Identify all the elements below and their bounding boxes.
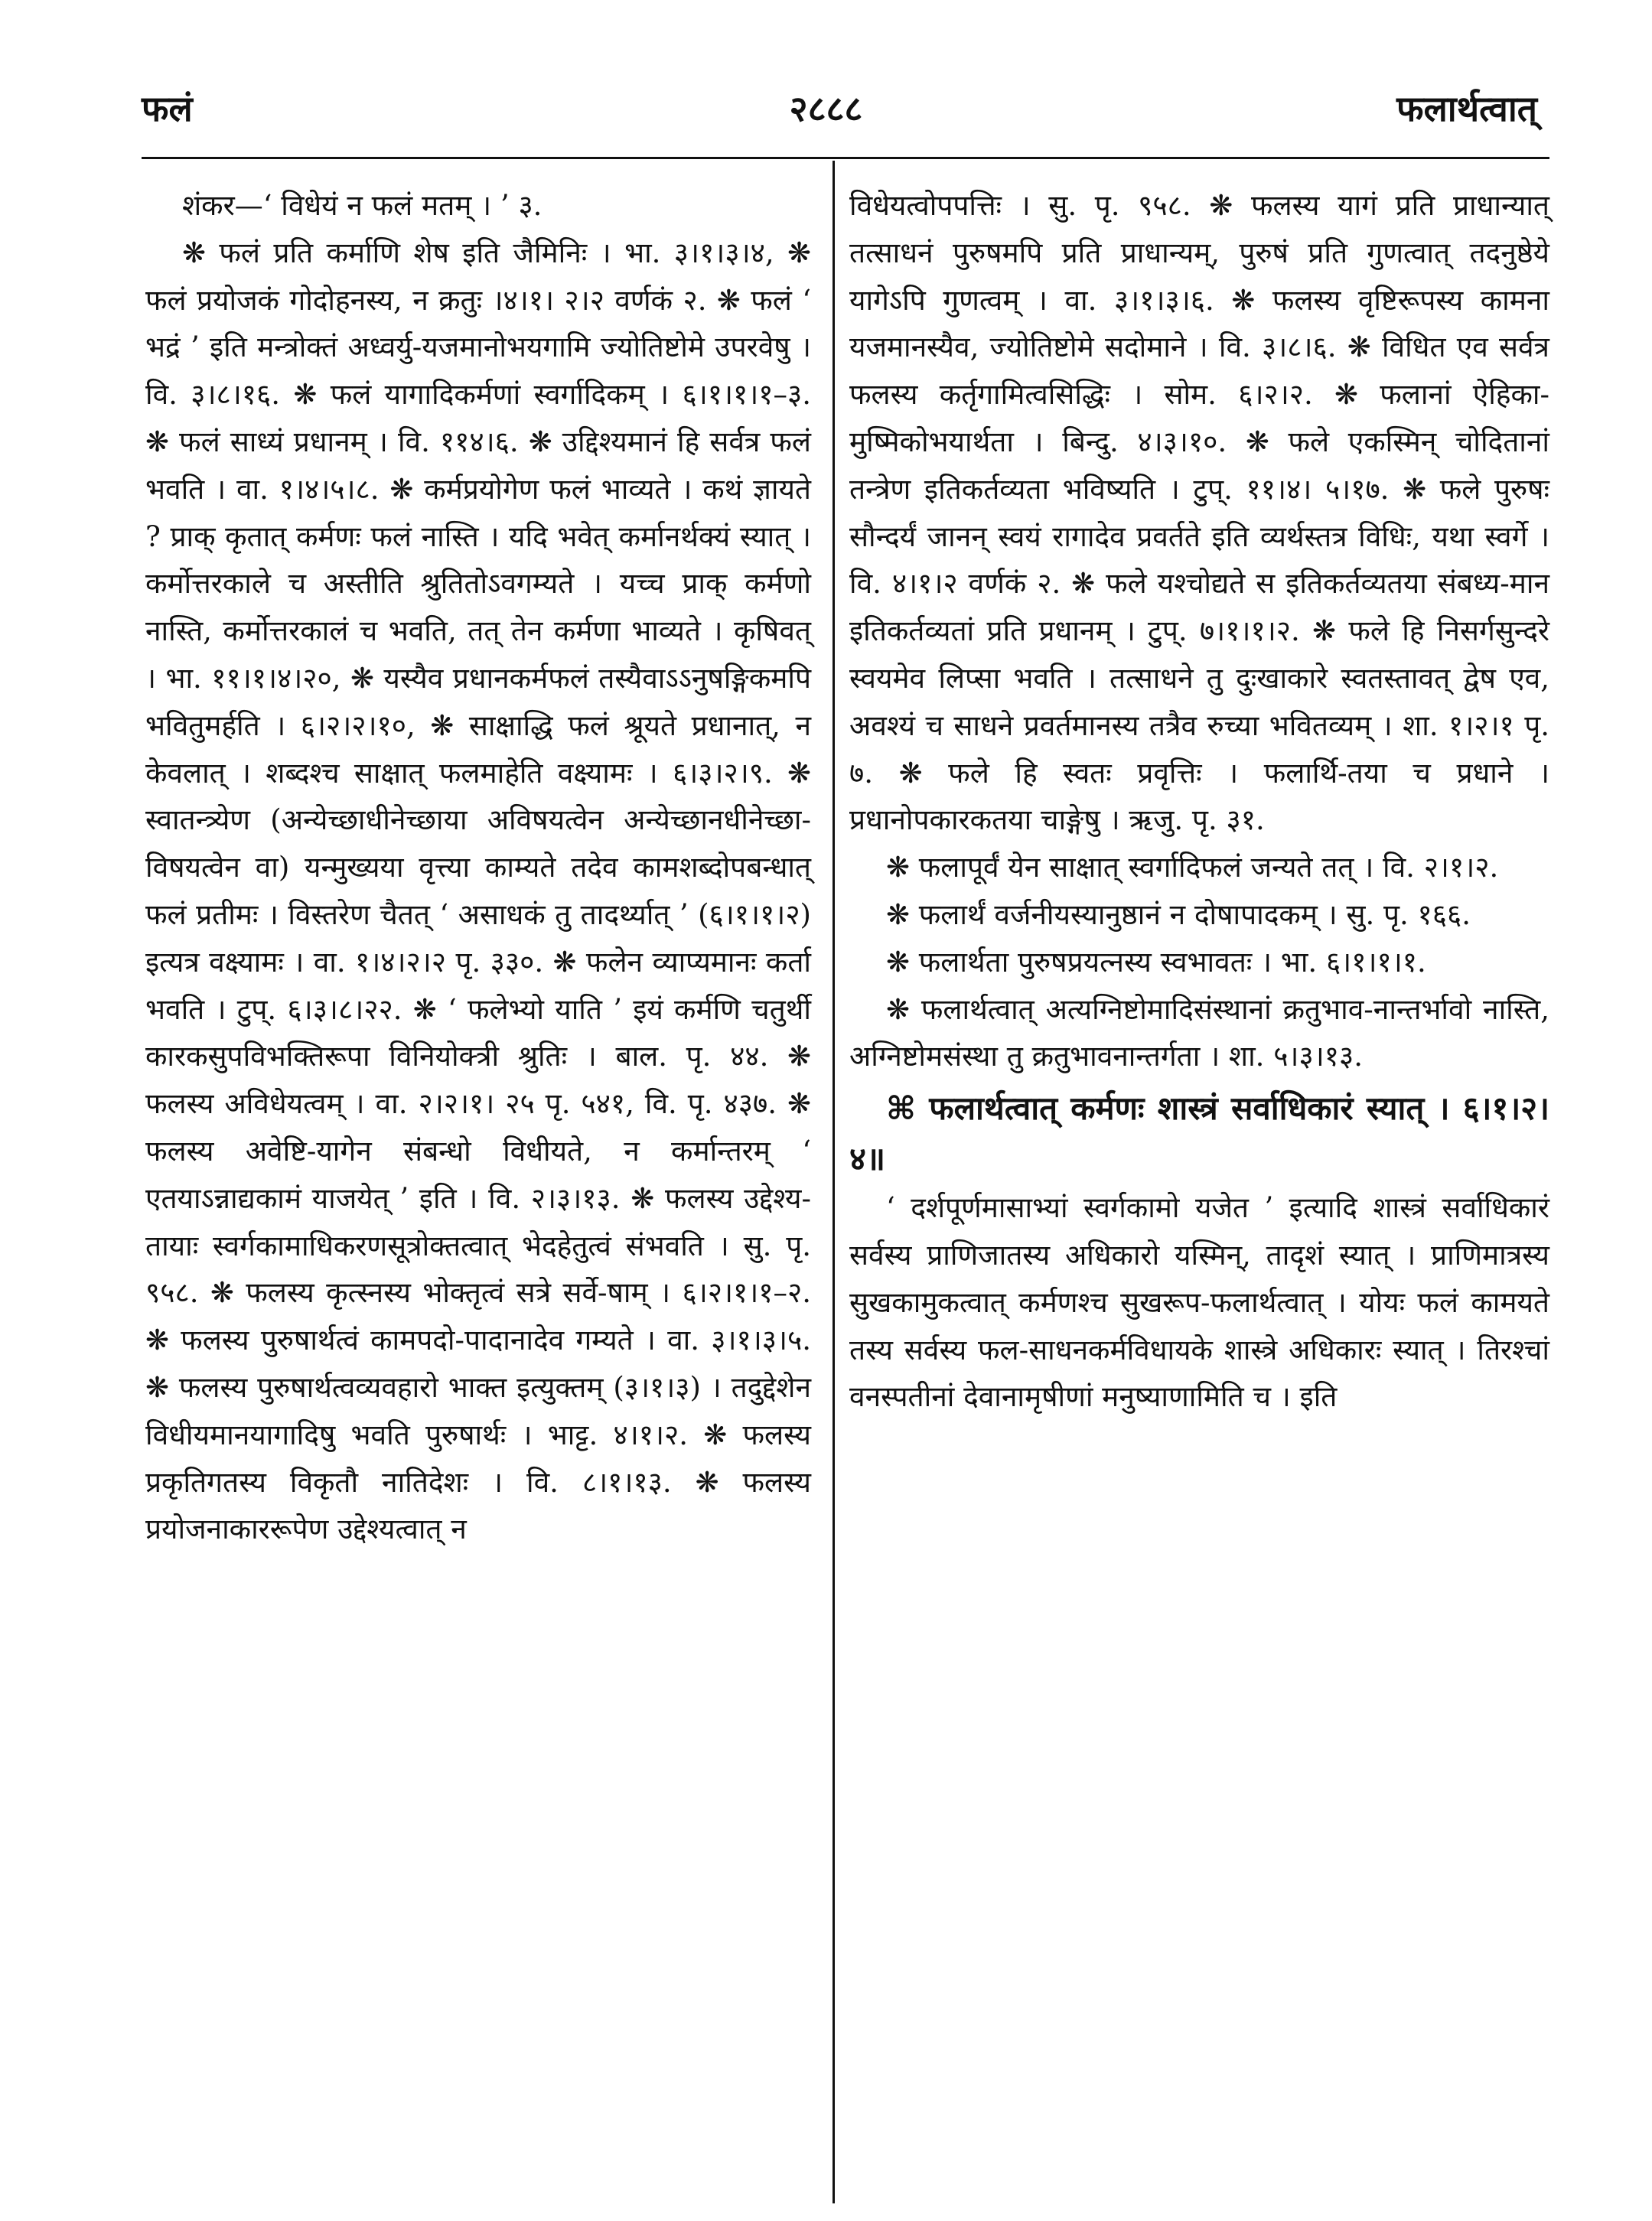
page-number: २८८८ (789, 88, 863, 129)
column-divider (833, 161, 835, 2203)
right-paragraph-4: ❋ फलार्थता पुरुषप्रयत्नस्य स्वभावतः । भा. ६।१।१।१. (886, 945, 1426, 979)
sutra-commentary: ‘ दर्शपूर्णमासाभ्यां स्वर्गकामो यजेत ’ इत्यादि शास्त्रं सर्वाधिकारं सर्वस्य प्राणिजातस्य अधिकारो यस्मिन्, तादृशं स्यात् । प्राणिमात्रस्य सुखकामुकत्वात् कर्मणश्च सुखरूप-फलार्थत्वात् । योयः फलं कामयते तस्य सर्वस्य फल-साधनकर्मविधायके शास्त्रे अधिकारः स्यात् । तिरश्चां वनस्पतीनां देवानामृषीणां मनुष्याणामिति च । इति (849, 1191, 1549, 1414)
header-rule (142, 157, 1549, 159)
right-paragraph-2: ❋ फलापूर्वं येन साक्षात् स्वर्गादिफलं जन्यते तत् । वि. २।१।२. (886, 851, 1499, 884)
right-paragraph-3: ❋ फलार्थं वर्जनीयस्यानुष्ठानं न दोषापादकम् । सु. पृ. १६६. (886, 897, 1471, 931)
sutra-heading: ⌘ फलार्थत्वात् कर्मणः शास्त्रं सर्वाधिकारं स्यात् । ६।१।२।४॥ (849, 1089, 1549, 1178)
right-paragraph-5: ❋ फलार्थत्वात् अत्यग्निष्टोमादिसंस्थानां क्रतुभाव-नान्तर्भावो नास्ति, अग्निष्टोमसंस्था तु क्रतुभावनान्तर्गता । शा. ५।३।१३. (849, 992, 1549, 1073)
right-paragraph-1: विधेयत्वोपपत्तिः । सु. पृ. ९५८. ❋ फलस्य यागं प्रति प्राधान्यात् तत्साधनं पुरुषमपि प्रति प्राधान्यम्, पुरुषं प्रति गुणत्वात् तदनुष्ठेये यागेऽपि गुणत्वम् । वा. ३।१।३।६. ❋ फलस्य वृष्टिरूपस्य कामना यजमानस्यैव, ज्योतिष्टोमे सदोमाने । वि. ३।८।६. ❋ विधित एव सर्वत्र फलस्य कर्तृगामित्वसिद्धिः । सोम. ६।२।२. ❋ फलानां ऐहिका-मुष्मिकोभयार्थता । बिन्दु. ४।३।१०. ❋ फले एकस्मिन् चोदितानां तन्त्रेण इतिकर्तव्यता भविष्यति । टुप्. ११।४। ५।१७. ❋ फले पुरुषः सौन्दर्यं जानन् स्वयं रागादेव प्रवर्तते इति व्यर्थस्तत्र विधिः, यथा स्वर्गे । वि. ४।१।२ वर्णकं २. ❋ फले यश्चोद्यते स इतिकर्तव्यतया संबध्य-मान इतिकर्तव्यतां प्रति प्रधानम् । टुप्. ७।१।१।२. ❋ फले हि निसर्गसुन्दरे स्वयमेव लिप्सा भवति । तत्साधने तु दुःखाकारे स्वतस्तावत् द्वेष एव, अवश्यं च साधने प्रवर्तमानस्य तत्रैव रुच्या भवितव्यम् । शा. १।२।१ पृ. ७. ❋ फले हि स्वतः प्रवृत्तिः । फलार्थि-तया च प्रधाने । प्रधानोपकारकतया चाङ्गेषु । ऋजु. पृ. ३१. (849, 189, 1549, 837)
left-paragraph-1: शंकर—‘ विधेयं न फलं मतम् । ’ ३. (182, 189, 543, 222)
left-column (145, 182, 811, 1553)
right-column (849, 182, 1549, 1421)
running-head-left: फलं (142, 88, 193, 129)
left-paragraph-2: ❋ फलं प्रति कर्माणि शेष इति जैमिनिः । भा. ३।१।३।४, ❋ फलं प्रयोजकं गोदोहनस्य, न क्रतुः ।४।१। २।२ वर्णकं २. ❋ फलं ‘ भद्रं ’ इति मन्त्रोक्तं अध्वर्यु-यजमानोभयगामि ज्योतिष्टोमे उपरवेषु । वि. ३।८।१६. ❋ फलं यागादिकर्मणां स्वर्गादिकम् । ६।१।१।१–३. ❋ फलं साध्यं प्रधानम् । वि. ११४।६. ❋ उद्दिश्यमानं हि सर्वत्र फलं भवति । वा. १।४।५।८. ❋ कर्मप्रयोगेण फलं भाव्यते । कथं ज्ञायते ? प्राक् कृतात् कर्मणः फलं नास्ति । यदि भवेत् कर्मानर्थक्यं स्यात् । कर्मोत्तरकाले च अस्तीति श्रुतितोऽवगम्यते । यच्च प्राक् कर्मणो नास्ति, कर्मोत्तरकालं च भवति, तत् तेन कर्मणा भाव्यते । कृषिवत् । भा. ११।१।४।२०, ❋ यस्यैव प्रधानकर्मफलं तस्यैवाऽऽनुषङ्गिकमपि भवितुमर्हति । ६।२।२।१०, ❋ साक्षाद्धि फलं श्रूयते प्रधानात्, न केवलात् । शब्दश्च साक्षात् फलमाहेति वक्ष्यामः । ६।३।२।९. ❋ स्वातन्त्र्येण (अन्येच्छाधीनेच्छाया अविषयत्वेन अन्येच्छानधीनेच्छा-विषयत्वेन वा) यन्मुख्यया वृत्त्या काम्यते तदेव कामशब्दोपबन्धात् फलं प्रतीमः । विस्तरेण चैतत् ‘ असाधकं तु तादर्थ्यात् ’ (६।१।१।२) इत्यत्र वक्ष्यामः । वा. १।४।२।२ पृ. ३३०. ❋ फलेन व्याप्यमानः कर्ता भवति । टुप्. ६।३।८।२२. ❋ ‘ फलेभ्यो याति ’ इयं कर्मणि चतुर्थी कारकसुपविभक्तिरूपा विनियोक्त्री श्रुतिः । बाल. पृ. ४४. ❋ फलस्य अविधेयत्वम् । वा. २।२।१। २५ पृ. ५४१, वि. पृ. ४३७. ❋ फलस्य अवेष्टि-यागेन संबन्धो विधीयते, न कर्मान्तरम् ‘ एतयाऽन्नाद्यकामं याजयेत् ’ इति । वि. २।३।१३. ❋ फलस्य उद्देश्य-तायाः स्वर्गकामाधिकरणसूत्रोक्तत्वात् भेदहेतुत्वं संभवति । सु. पृ. ९५८. ❋ फलस्य कृत्स्नस्य भोक्तृत्वं सत्रे सर्वे-षाम् । ६।२।१।१–२. ❋ फलस्य पुरुषार्थत्वं कामपदो-पादानादेव गम्यते । वा. ३।१।३।५. ❋ फलस्य पुरुषार्थत्वव्यवहारो भाक्त इत्युक्तम् (३।१।३) । तदुद्देशेन विधीयमानयागादिषु भवति पुरुषार्थः । भाट्ट. ४।१।२. ❋ फलस्य प्रकृतिगतस्य विकृतौ नातिदेशः । वि. ८।१।१३. ❋ फलस्य प्रयोजनाकाररूपेण उद्देश्यत्वात् न (145, 236, 811, 1546)
running-head-right: फलार्थत्वात् (1396, 88, 1537, 129)
